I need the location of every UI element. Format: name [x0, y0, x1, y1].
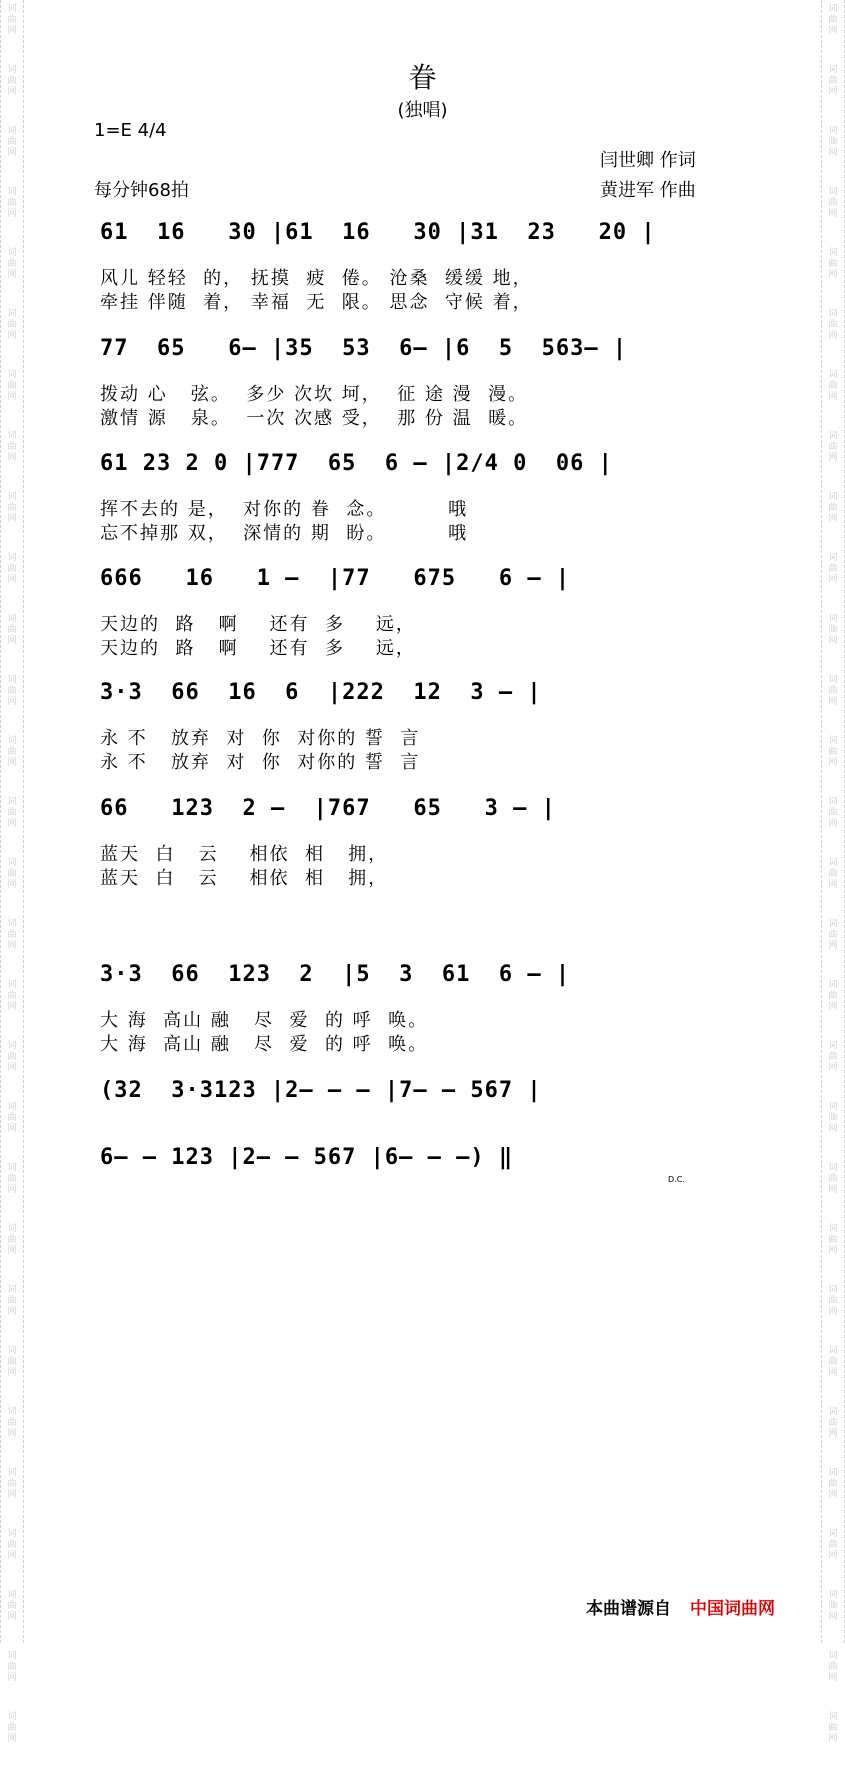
watermark-text: 词 曲 网: [7, 370, 17, 402]
watermark-text: 词 曲 网: [7, 1285, 17, 1317]
song-subtitle: (独唱): [397, 100, 448, 121]
watermark-text: 词 曲 网: [7, 1651, 17, 1683]
watermark-text: 词 曲 网: [828, 1407, 838, 1439]
watermark-text: 词 曲 网: [828, 126, 838, 158]
lyric-line: 大 海 高山 融 尽 爱 的 呼 唤。: [100, 1034, 429, 1055]
watermark-text: 词 曲 网: [7, 1712, 17, 1744]
watermark-text: 词 曲 网: [7, 919, 17, 951]
lyric-line: 蓝天 白 云 相依 相 拥，: [100, 868, 389, 889]
lyricist-credit: 闫世卿 作词: [600, 150, 696, 171]
watermark-text: 词 曲 网: [828, 492, 838, 524]
lyric-line: 激情 源 泉。 一次 次感 受， 那 份 温 暖。: [100, 408, 529, 429]
lyric-line: 挥不去的 是， 对你的 眷 念。 哦: [100, 499, 469, 520]
watermark-text: 词 曲 网: [828, 1468, 838, 1500]
notation-line: 66 123 2 — |767 65 3 — |: [100, 796, 556, 821]
notation-line: 3·3 66 16 6 |222 12 3 — |: [100, 680, 542, 705]
lyric-line: 永 不 放弃 对 你 对你的 誓 言: [100, 752, 421, 773]
notation-line: (32 3·3123 |2— — — |7— — 567 |: [100, 1078, 542, 1103]
watermark-text: 词 曲 网: [7, 675, 17, 707]
lyric-line: 天边的 路 啊 还有 多 远，: [100, 638, 416, 659]
watermark-text: 词 曲 网: [828, 797, 838, 829]
lyric-line: 蓝天 白 云 相依 相 拥，: [100, 844, 389, 865]
watermark-text: 词 曲 网: [828, 736, 838, 768]
watermark-text: 词 曲 网: [7, 1407, 17, 1439]
right-watermark-strip: [821, 0, 845, 1744]
watermark-text: 词 曲 网: [7, 309, 17, 341]
watermark-text: 词 曲 网: [7, 858, 17, 890]
lyric-line: 牵挂 伴随 着， 幸福 无 限。 思念 守候 着，: [100, 292, 533, 313]
watermark-text: 词 曲 网: [828, 65, 838, 97]
lyric-line: 忘不掉那 双， 深情的 期 盼。 哦: [100, 523, 469, 544]
site-name-link[interactable]: 中国词曲网: [690, 1599, 775, 1619]
watermark-text: 词 曲 网: [7, 126, 17, 158]
watermark-text: 词 曲 网: [828, 614, 838, 646]
lyric-line: 永 不 放弃 对 你 对你的 誓 言: [100, 728, 421, 749]
left-watermark-strip: [0, 0, 24, 1744]
da-capo-mark: D.C.: [668, 1175, 685, 1184]
watermark-text: 词 曲 网: [828, 431, 838, 463]
watermark-text: 词 曲 网: [7, 1346, 17, 1378]
watermark-text: 词 曲 网: [828, 919, 838, 951]
watermark-text: 词 曲 网: [828, 309, 838, 341]
watermark-text: 词 曲 网: [828, 1285, 838, 1317]
watermark-text: 词 曲 网: [828, 675, 838, 707]
watermark-text: 词 曲 网: [828, 553, 838, 585]
watermark-text: 词 曲 网: [7, 1041, 17, 1073]
notation-line: 3·3 66 123 2 |5 3 61 6 — |: [100, 962, 571, 987]
watermark-text: 词 曲 网: [7, 187, 17, 219]
watermark-text: 词 曲 网: [7, 553, 17, 585]
notation-line: 61 23 2 0 |777 65 6 — |2/4 0 06 |: [100, 451, 613, 476]
watermark-text: 词 曲 网: [828, 248, 838, 280]
watermark-text: 词 曲 网: [7, 248, 17, 280]
watermark-text: 词 曲 网: [7, 980, 17, 1012]
tempo-marking: 每分钟68拍: [94, 180, 189, 201]
watermark-text: 词 曲 网: [7, 1529, 17, 1561]
song-title: 眷: [408, 61, 437, 94]
watermark-text: 词 曲 网: [7, 492, 17, 524]
watermark-text: 词 曲 网: [7, 614, 17, 646]
watermark-text: 词 曲 网: [828, 1590, 838, 1622]
watermark-text: 词 曲 网: [828, 1163, 838, 1195]
composer-credit: 黄进军 作曲: [600, 180, 696, 201]
watermark-text: 词 曲 网: [7, 1102, 17, 1134]
watermark-text: 词 曲 网: [828, 1651, 838, 1683]
watermark-text: 词 曲 网: [828, 1224, 838, 1256]
watermark-text: 词 曲 网: [7, 4, 17, 36]
watermark-text: 词 曲 网: [828, 1529, 838, 1561]
lyric-line: 拨动 心 弦。 多少 次坎 坷， 征 途 漫 漫。: [100, 384, 529, 405]
watermark-text: 词 曲 网: [7, 1468, 17, 1500]
watermark-text: 词 曲 网: [7, 65, 17, 97]
watermark-text: 词 曲 网: [7, 736, 17, 768]
watermark-text: 词 曲 网: [828, 1712, 838, 1744]
watermark-text: 词 曲 网: [828, 1346, 838, 1378]
key-signature: 1=E 4/4: [94, 120, 167, 141]
lyric-line: 天边的 路 啊 还有 多 远，: [100, 614, 416, 635]
watermark-text: 词 曲 网: [828, 4, 838, 36]
notation-line: 61 16 30 |61 16 30 |31 23 20 |: [100, 220, 656, 245]
notation-line: 666 16 1 — |77 675 6 — |: [100, 566, 571, 591]
notation-line: 77 65 6— |35 53 6— |6 5 563— |: [100, 336, 628, 361]
watermark-text: 词 曲 网: [7, 797, 17, 829]
lyric-line: 风儿 轻轻 的， 抚摸 疲 倦。 沧桑 缓缓 地，: [100, 268, 533, 289]
watermark-text: 词 曲 网: [828, 187, 838, 219]
watermark-text: 词 曲 网: [7, 1590, 17, 1622]
watermark-text: 词 曲 网: [828, 858, 838, 890]
watermark-text: 词 曲 网: [828, 980, 838, 1012]
notation-line: 6— — 123 |2— — 567 |6— — —) ‖: [100, 1145, 514, 1170]
source-label: 本曲谱源自: [586, 1599, 671, 1619]
watermark-text: 词 曲 网: [828, 370, 838, 402]
watermark-text: 词 曲 网: [828, 1041, 838, 1073]
lyric-line: 大 海 高山 融 尽 爱 的 呼 唤。: [100, 1010, 429, 1031]
watermark-text: 词 曲 网: [828, 1102, 838, 1134]
watermark-text: 词 曲 网: [7, 1224, 17, 1256]
watermark-text: 词 曲 网: [7, 1163, 17, 1195]
watermark-text: 词 曲 网: [7, 431, 17, 463]
